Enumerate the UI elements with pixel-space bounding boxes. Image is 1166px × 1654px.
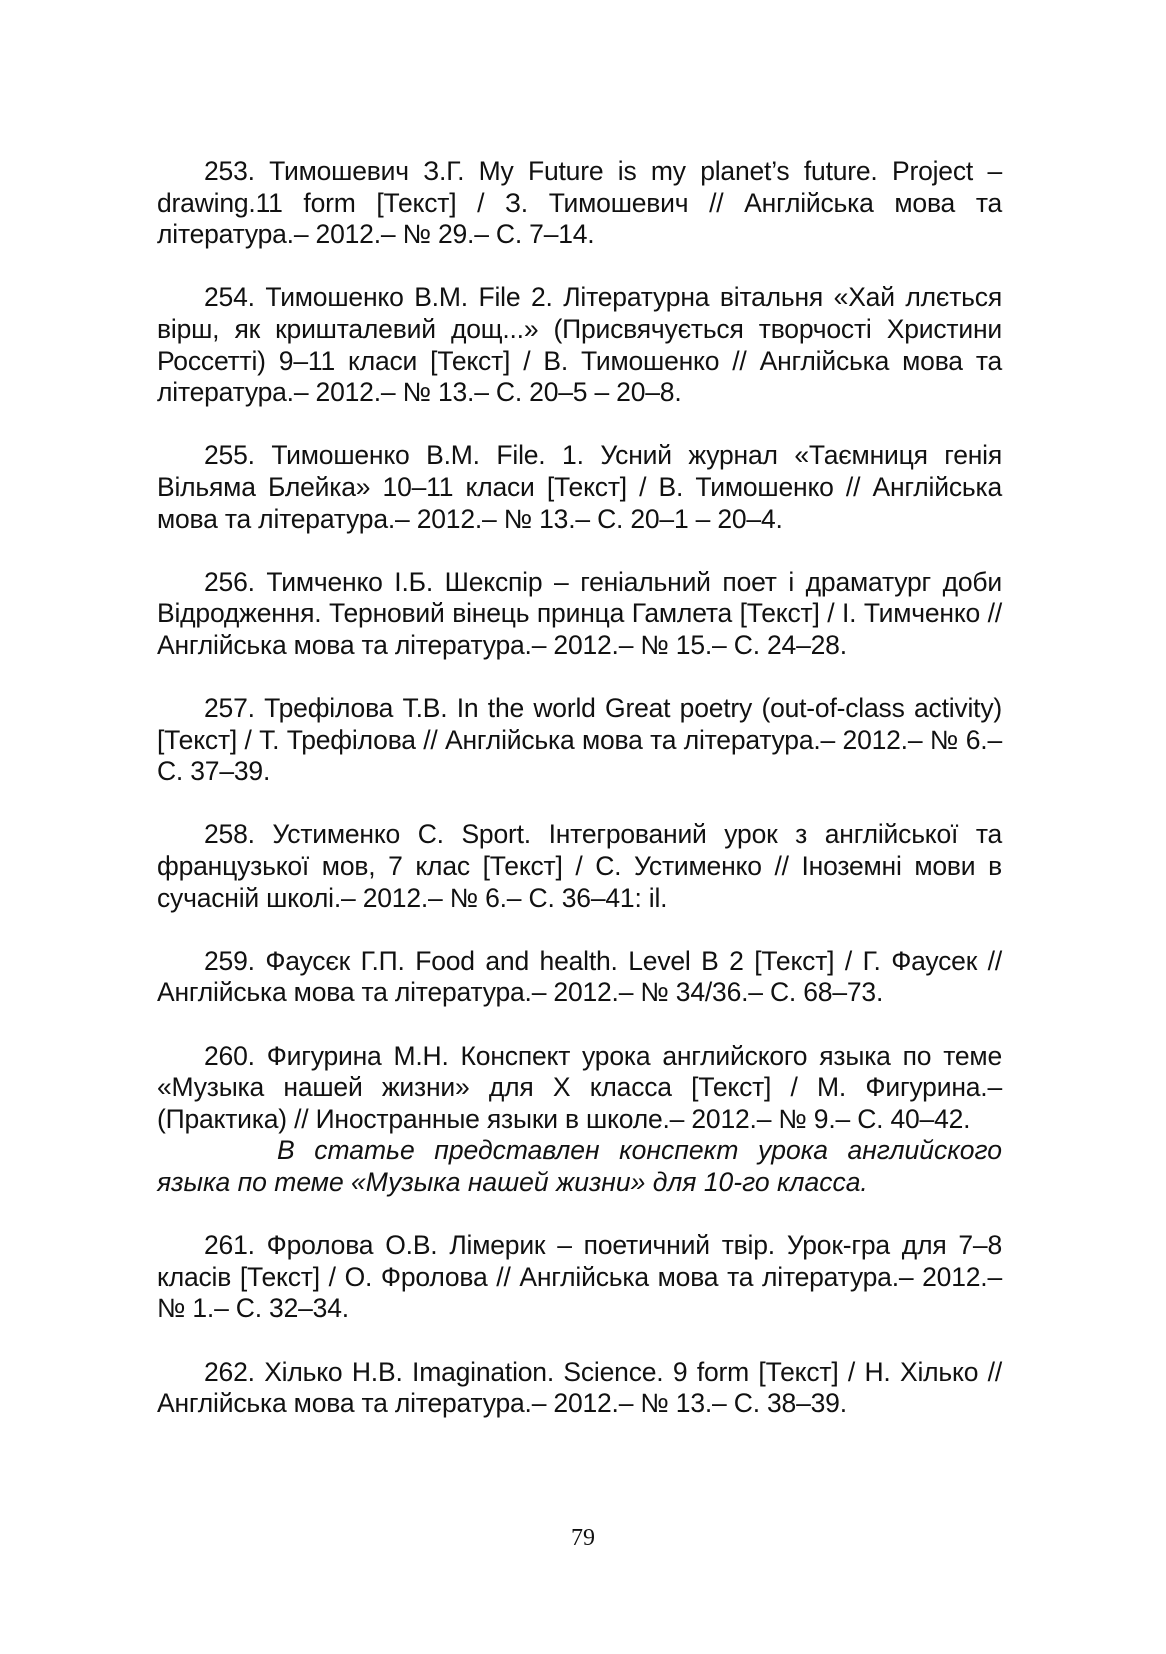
page-number: 79 [571, 1525, 595, 1551]
bibliography-list [157, 156, 1002, 1420]
entry-separator [157, 409, 1002, 441]
entry-separator [157, 662, 1002, 694]
entry-257: 257. Трефілова Т.В. In the world Great poetry (out-of-class activity) [Текст] / Т. Трефілова // Англійська мова та література.– 2012.– № 6.– С. 37–39. [157, 693, 1002, 787]
entry-separator [157, 1325, 1002, 1357]
entry-261: 261. Фролова О.В. Лімерик – поетичний твір. Урок-гра для 7–8 класів [Текст] / О. Фролова // Англійська мова та література.– 2012.– № 1.– С. 32–34. [157, 1230, 1002, 1324]
entry-260-annotation: В статье представлен конспект урока английского языка по теме «Музыка нашей жизни» для 10-го класса. [157, 1135, 1002, 1197]
entry-262: 262. Хілько Н.В. Imagination. Science. 9 form [Текст] / Н. Хілько // Англійська мова та література.– 2012.– № 13.– С. 38–39. [157, 1356, 1002, 1419]
entry-separator [157, 788, 1002, 820]
entry-254: 254. Тимошенко В.М. File 2. Літературна вітальня «Хай ллється вірш, як кришталевий дощ...» (Присвячується творчості Христини Россетті) 9–11 класи [Текст] / В. Тимошенко // Англійська мова та література.– 2012.– № 13.– С. 20–5 – 20–8. [157, 282, 1002, 408]
entry-separator [157, 914, 1002, 946]
entry-separator [157, 251, 1002, 283]
entry-253: 253. Тимошевич З.Г. My Future is my planet’s future. Project – drawing.11 form [Текст] / З. Тимошевич // Англійська мова та література.– 2012.– № 29.– С. 7–14. [157, 156, 1002, 250]
entry-separator [157, 1009, 1002, 1041]
entry-separator [157, 535, 1002, 567]
entry-258: 258. Устименко С. Sport. Інтегрований урок з англійської та французької мов, 7 клас [Текст] / С. Устименко // Іноземні мови в сучасній школі.– 2012.– № 6.– С. 36–41: il. [157, 819, 1002, 913]
entry-256: 256. Тимченко І.Б. Шекспір – геніальний поет і драматург доби Відродження. Терновий вінець принца Гамлета [Текст] / І. Тимченко // Англійська мова та література.– 2012.– № 15.– С. 24–28. [157, 566, 1002, 660]
entry-260: 260. Фигурина М.Н. Конспект урока английского языка по теме «Музыка нашей жизни» для Х класса [Текст] / М. Фигурина.– (Практика) // Иностранные языки в школе.– 2012.– № 9.– С. 40–42. [157, 1040, 1002, 1134]
entry-259: 259. Фаусєк Г.П. Food and health. Level B 2 [Текст] / Г. Фаусек // Англійська мова та література.– 2012.– № 34/36.– С. 68–73. [157, 945, 1002, 1008]
entry-255: 255. Тимошенко В.М. File. 1. Усний журнал «Таємниця генія Вільяма Блейка» 10–11 класи [Текст] / В. Тимошенко // Англійська мова та література.– 2012.– № 13.– С. 20–1 – 20–4. [157, 440, 1002, 534]
entry-separator [157, 1199, 1002, 1231]
